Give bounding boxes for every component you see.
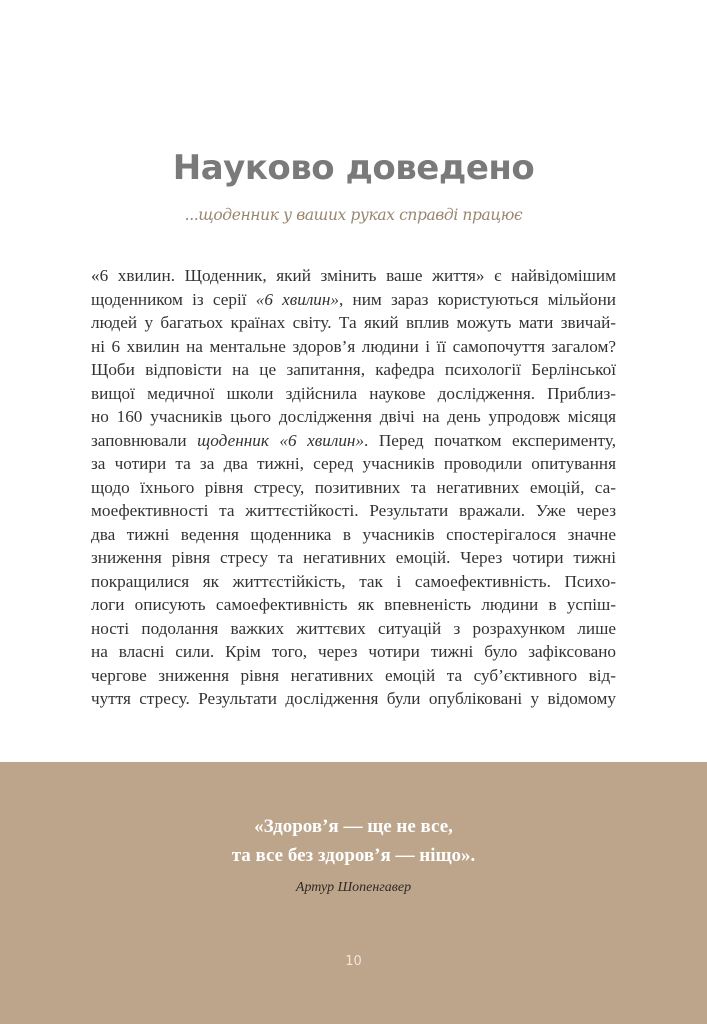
body-paragraph <box>91 264 616 711</box>
text-span: покращилися як життєстійкість, так і самоефективність. Психо- <box>91 571 616 591</box>
text-line <box>91 264 616 288</box>
page-subtitle: ...щоденник у ваших руках справді працює <box>184 206 523 224</box>
text-span: на власні сили. Крім того, через чотири тижні було зафіксовано <box>91 642 616 661</box>
italic-text: щоденник «6 хвилин» <box>197 430 365 450</box>
text-span: , ним зараз користуються мільйони <box>339 289 616 309</box>
text-span: ності подолання важких життєвих ситуацій з розрахунком лише <box>91 618 616 638</box>
text-span: ні 6 хвилин на ментальне здоров’я людини і її самопочуття загалом? <box>91 336 616 356</box>
text-line <box>91 358 616 382</box>
text-span: за чотири та за два тижні, серед учасників проводили опитування <box>91 454 616 473</box>
quote-block <box>0 812 707 870</box>
text-span: вищої медичної школи здійснила наукове дослідження. Приблиз- <box>91 383 616 403</box>
text-span: чуття стресу. Результати дослідження були опубліковані у відомому <box>91 689 616 708</box>
italic-text: «6 хвилин» <box>255 289 340 309</box>
text-line <box>91 452 616 476</box>
text-line <box>91 593 616 617</box>
text-line <box>91 335 616 359</box>
text-span: моефективності та життєстійкості. Результати вражали. Уже через <box>91 501 616 520</box>
text-line <box>91 382 616 406</box>
text-span: . Перед початком експерименту, <box>364 430 616 450</box>
text-line <box>91 499 616 523</box>
text-line <box>91 311 616 335</box>
text-line <box>91 288 616 312</box>
text-span: но 160 учасників цього дослідження двічі на день упродовж місяця <box>91 407 616 426</box>
text-span: заповнювали <box>91 430 198 450</box>
text-span: щодо їхнього рівня стресу, позитивних та негативних емоцій, са- <box>91 477 616 497</box>
quote-author: Артур Шопенгавер <box>295 880 412 895</box>
text-line <box>91 476 616 500</box>
text-span: «6 хвилин. Щоденник, який змінить ваше життя» є найвідомішим <box>91 266 616 285</box>
text-span: чергове зниження рівня негативних емоцій та суб’єктивного від- <box>91 665 616 685</box>
text-line <box>91 546 616 570</box>
text-line <box>91 664 616 688</box>
quote-line: «Здоров’я — ще не все, <box>254 816 453 837</box>
text-span: людей у багатьох країнах світу. Та який вплив можуть мати звичай- <box>91 313 616 332</box>
text-span: два тижні ведення щоденника в учасників спостерігалося значне <box>91 524 616 544</box>
text-line <box>91 570 616 594</box>
quote-line: та все без здоров’я — ніщо». <box>231 845 476 866</box>
text-span: логи описують самоефективність як впевненість людини в успіш- <box>91 595 616 614</box>
text-span: Щоби відповісти на це запитання, кафедра психології Берлінської <box>91 360 616 379</box>
text-line <box>91 687 616 711</box>
text-span: зниження рівня стресу та негативних емоцій. Через чотири тижні <box>91 548 616 567</box>
text-line <box>91 405 616 429</box>
text-line <box>91 523 616 547</box>
page-number: 10 <box>345 954 362 969</box>
text-span: щоденником із серії <box>91 289 256 309</box>
text-line <box>91 429 616 453</box>
text-line <box>91 617 616 641</box>
text-line <box>91 640 616 664</box>
page-title: Науково доведено <box>172 148 535 188</box>
